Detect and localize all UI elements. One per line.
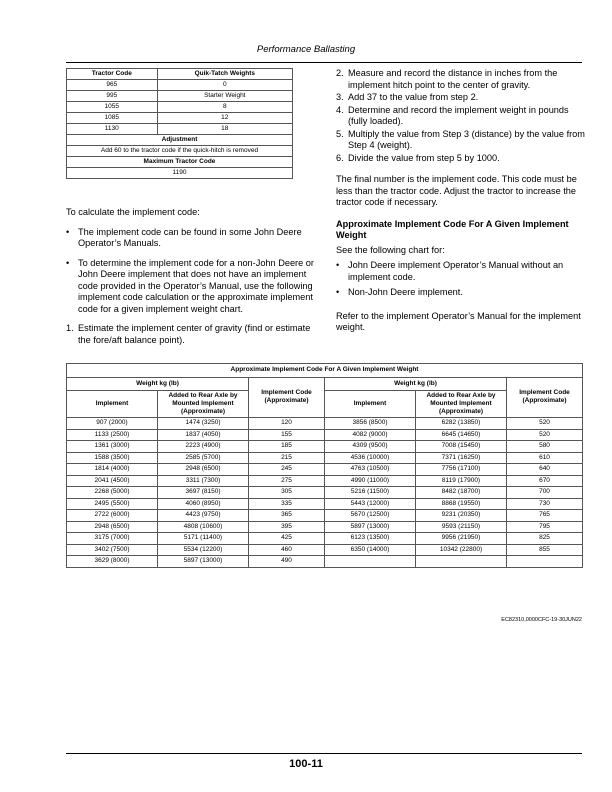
table-row: [67, 521, 583, 533]
table-cell: 4060 (8950): [158, 498, 249, 510]
implement-header: Implement: [67, 391, 158, 418]
table-cell: 7008 (15450): [416, 441, 507, 453]
table-cell: 365: [249, 510, 325, 522]
tractor-table-row: [67, 146, 293, 157]
intro-text: To calculate the implement code:: [66, 207, 200, 217]
tractor-code-header: Tractor Code: [67, 69, 158, 80]
table-cell: 520: [507, 429, 583, 441]
weight-header: Weight kg (lb): [325, 377, 507, 391]
implement-header: Implement: [325, 391, 416, 418]
table-cell: 1133 (2500): [67, 429, 158, 441]
table-cell: 2041 (4500): [67, 475, 158, 487]
table-row: [67, 556, 583, 568]
table-cell: 155: [249, 429, 325, 441]
table-cell: 5897 (13000): [158, 556, 249, 568]
table-cell: 1085: [67, 113, 158, 124]
table-cell: 520: [507, 418, 583, 430]
table-cell: 3175 (7000): [67, 533, 158, 545]
table-row: [67, 544, 583, 556]
table-row: [67, 441, 583, 453]
table-row: [67, 498, 583, 510]
steps-list: [336, 68, 586, 164]
tractor-table-row: [67, 135, 293, 146]
table-cell: 460: [249, 544, 325, 556]
step-item: 1. Estimate the implement center of gravity (find or estimate the fore/aft balance point).: [66, 323, 311, 345]
tractor-table-row: [67, 157, 293, 168]
table-cell: 1814 (4000): [67, 464, 158, 476]
step-item: 3. Add 37 to the value from step 2.: [336, 92, 479, 102]
table-cell: 8868 (19550): [416, 498, 507, 510]
table-cell: 4763 (10500): [325, 464, 416, 476]
code-header: Implement Code (Approximate): [249, 377, 325, 418]
max-code-value: 1190: [67, 168, 293, 179]
table-cell: 4423 (9750): [158, 510, 249, 522]
table-cell: 18: [157, 124, 292, 135]
step-item: 4. Determine and record the implement weight in pounds (fully loaded).: [336, 104, 569, 126]
table-cell: 2948 (6500): [158, 464, 249, 476]
table-row: [67, 418, 583, 430]
implement-code-table: [66, 363, 583, 568]
table-cell: 855: [507, 544, 583, 556]
bullet-item: • To determine the implement code for a non-John Deere or John Deere implement that does not have an implement code provided in the Operator’s Manual, use the following implement code calculation or the approximate implement code for a given implement weight chart.: [66, 257, 314, 314]
table-cell: 1055: [67, 102, 158, 113]
see-text: See the following chart for:: [336, 244, 445, 255]
table-cell: 2585 (5700): [158, 452, 249, 464]
table-cell: 185: [249, 441, 325, 453]
step-item: 6. Divide the value from step 5 by 1000.: [336, 152, 500, 163]
header-rule: [66, 62, 582, 63]
table-cell: 120: [249, 418, 325, 430]
section-heading: Approximate Implement Code For A Given Implement Weight: [336, 218, 569, 240]
quik-tatch-header: Quik-Tatch Weights: [157, 69, 292, 80]
table-cell: 3697 (8150): [158, 487, 249, 499]
table-cell: 610: [507, 452, 583, 464]
big-table-title: Approximate Implement Code For A Given Implement Weight: [67, 364, 583, 378]
tractor-code-table: [66, 68, 293, 179]
table-cell: 3856 (8500): [325, 418, 416, 430]
table-cell: 700: [507, 487, 583, 499]
table-cell: 425: [249, 533, 325, 545]
refer-text: Refer to the implement Operator’s Manual for the implement weight.: [336, 310, 581, 332]
adjustment-text: Add 60 to the tractor code if the quick-hitch is removed: [67, 146, 293, 157]
table-cell: 4808 (10600): [158, 521, 249, 533]
table-cell: 395: [249, 521, 325, 533]
table-cell: 245: [249, 464, 325, 476]
table-cell: 670: [507, 475, 583, 487]
table-cell: 3402 (7500): [67, 544, 158, 556]
weight-header: Weight kg (lb): [67, 377, 249, 391]
table-cell: 1588 (3500): [67, 452, 158, 464]
table-cell: 4536 (10000): [325, 452, 416, 464]
table-cell: 2722 (6000): [67, 510, 158, 522]
table-cell: 965: [67, 80, 158, 91]
adjustment-heading: Adjustment: [67, 135, 293, 146]
bullet-item: • Non-John Deere implement.: [336, 287, 463, 297]
footer-rule: [66, 753, 582, 754]
max-code-heading: Maximum Tractor Code: [67, 157, 293, 168]
tractor-table-row: [67, 91, 293, 102]
tractor-table-row: [67, 80, 293, 91]
table-cell: 3311 (7300): [158, 475, 249, 487]
table-row: [67, 510, 583, 522]
table-cell: 1130: [67, 124, 158, 135]
table-row: [67, 429, 583, 441]
tractor-table-row: [67, 124, 293, 135]
table-cell: 6123 (13500): [325, 533, 416, 545]
table-cell: [416, 556, 507, 568]
step-item: 5. Multiply the value from Step 3 (distance) by the value from Step 4 (weight).: [336, 128, 585, 150]
added-header: Added to Rear Axle by Mounted Implement (Approximate): [416, 391, 507, 418]
table-cell: 4990 (11000): [325, 475, 416, 487]
tractor-table-row: [67, 168, 293, 179]
table-cell: 1474 (3250): [158, 418, 249, 430]
table-cell: 730: [507, 498, 583, 510]
table-cell: [507, 556, 583, 568]
table-cell: 6645 (14650): [416, 429, 507, 441]
table-cell: 9231 (20350): [416, 510, 507, 522]
table-cell: 765: [507, 510, 583, 522]
document-reference: EC82310,0000CFC-19-30JUN22: [501, 617, 582, 623]
table-row: [67, 464, 583, 476]
table-cell: 8: [157, 102, 292, 113]
page-number: 100-11: [289, 758, 323, 770]
table-cell: 5171 (11400): [158, 533, 249, 545]
table-row: [67, 452, 583, 464]
table-cell: 8482 (18700): [416, 487, 507, 499]
tractor-table-row: [67, 102, 293, 113]
table-cell: 5670 (12500): [325, 510, 416, 522]
table-cell: 10342 (22800): [416, 544, 507, 556]
page-header-title: Performance Ballasting: [256, 44, 356, 55]
bullet-item: • John Deere implement Operator’s Manual without an implement code.: [336, 260, 564, 282]
table-cell: 215: [249, 452, 325, 464]
table-cell: 4082 (9000): [325, 429, 416, 441]
table-cell: 2223 (4900): [158, 441, 249, 453]
added-header: Added to Rear Axle by Mounted Implement (Approximate): [158, 391, 249, 418]
table-cell: 2948 (6500): [67, 521, 158, 533]
table-cell: 6350 (14000): [325, 544, 416, 556]
table-cell: [325, 556, 416, 568]
table-row: [67, 475, 583, 487]
table-cell: 5897 (13000): [325, 521, 416, 533]
table-cell: 1361 (3000): [67, 441, 158, 453]
table-cell: 2495 (5500): [67, 498, 158, 510]
table-cell: 9593 (21150): [416, 521, 507, 533]
tractor-table-row: [67, 113, 293, 124]
right-column: [336, 68, 586, 334]
table-cell: 825: [507, 533, 583, 545]
table-cell: 580: [507, 441, 583, 453]
table-row: [67, 487, 583, 499]
table-cell: 4309 (9500): [325, 441, 416, 453]
left-column: [66, 207, 320, 346]
table-cell: Starter Weight: [157, 91, 292, 102]
table-cell: 335: [249, 498, 325, 510]
table-cell: 5443 (12000): [325, 498, 416, 510]
table-cell: 8119 (17900): [416, 475, 507, 487]
table-cell: 6282 (13850): [416, 418, 507, 430]
table-cell: 1837 (4050): [158, 429, 249, 441]
table-cell: 795: [507, 521, 583, 533]
table-cell: 2268 (5000): [67, 487, 158, 499]
table-cell: 0: [157, 80, 292, 91]
table-cell: 5534 (12200): [158, 544, 249, 556]
table-row: [67, 533, 583, 545]
table-cell: 490: [249, 556, 325, 568]
code-header: Implement Code (Approximate): [507, 377, 583, 418]
table-cell: 7371 (16250): [416, 452, 507, 464]
table-cell: 907 (2000): [67, 418, 158, 430]
final-text: The final number is the implement code. This code must be less than the tractor code. Adjust the tractor to increase the tractor code if necessary.: [336, 174, 577, 207]
table-cell: 995: [67, 91, 158, 102]
table-cell: 9956 (21950): [416, 533, 507, 545]
table-cell: 5216 (11500): [325, 487, 416, 499]
table-cell: 3629 (8000): [67, 556, 158, 568]
step-item: 2. Measure and record the distance in inches from the implement hitch point to the center of gravity.: [336, 68, 558, 90]
table-cell: 640: [507, 464, 583, 476]
table-cell: 7756 (17100): [416, 464, 507, 476]
table-cell: 305: [249, 487, 325, 499]
bullet-item: • The implement code can be found in some John Deere Operator’s Manuals.: [66, 226, 302, 248]
table-cell: 12: [157, 113, 292, 124]
table-cell: 275: [249, 475, 325, 487]
